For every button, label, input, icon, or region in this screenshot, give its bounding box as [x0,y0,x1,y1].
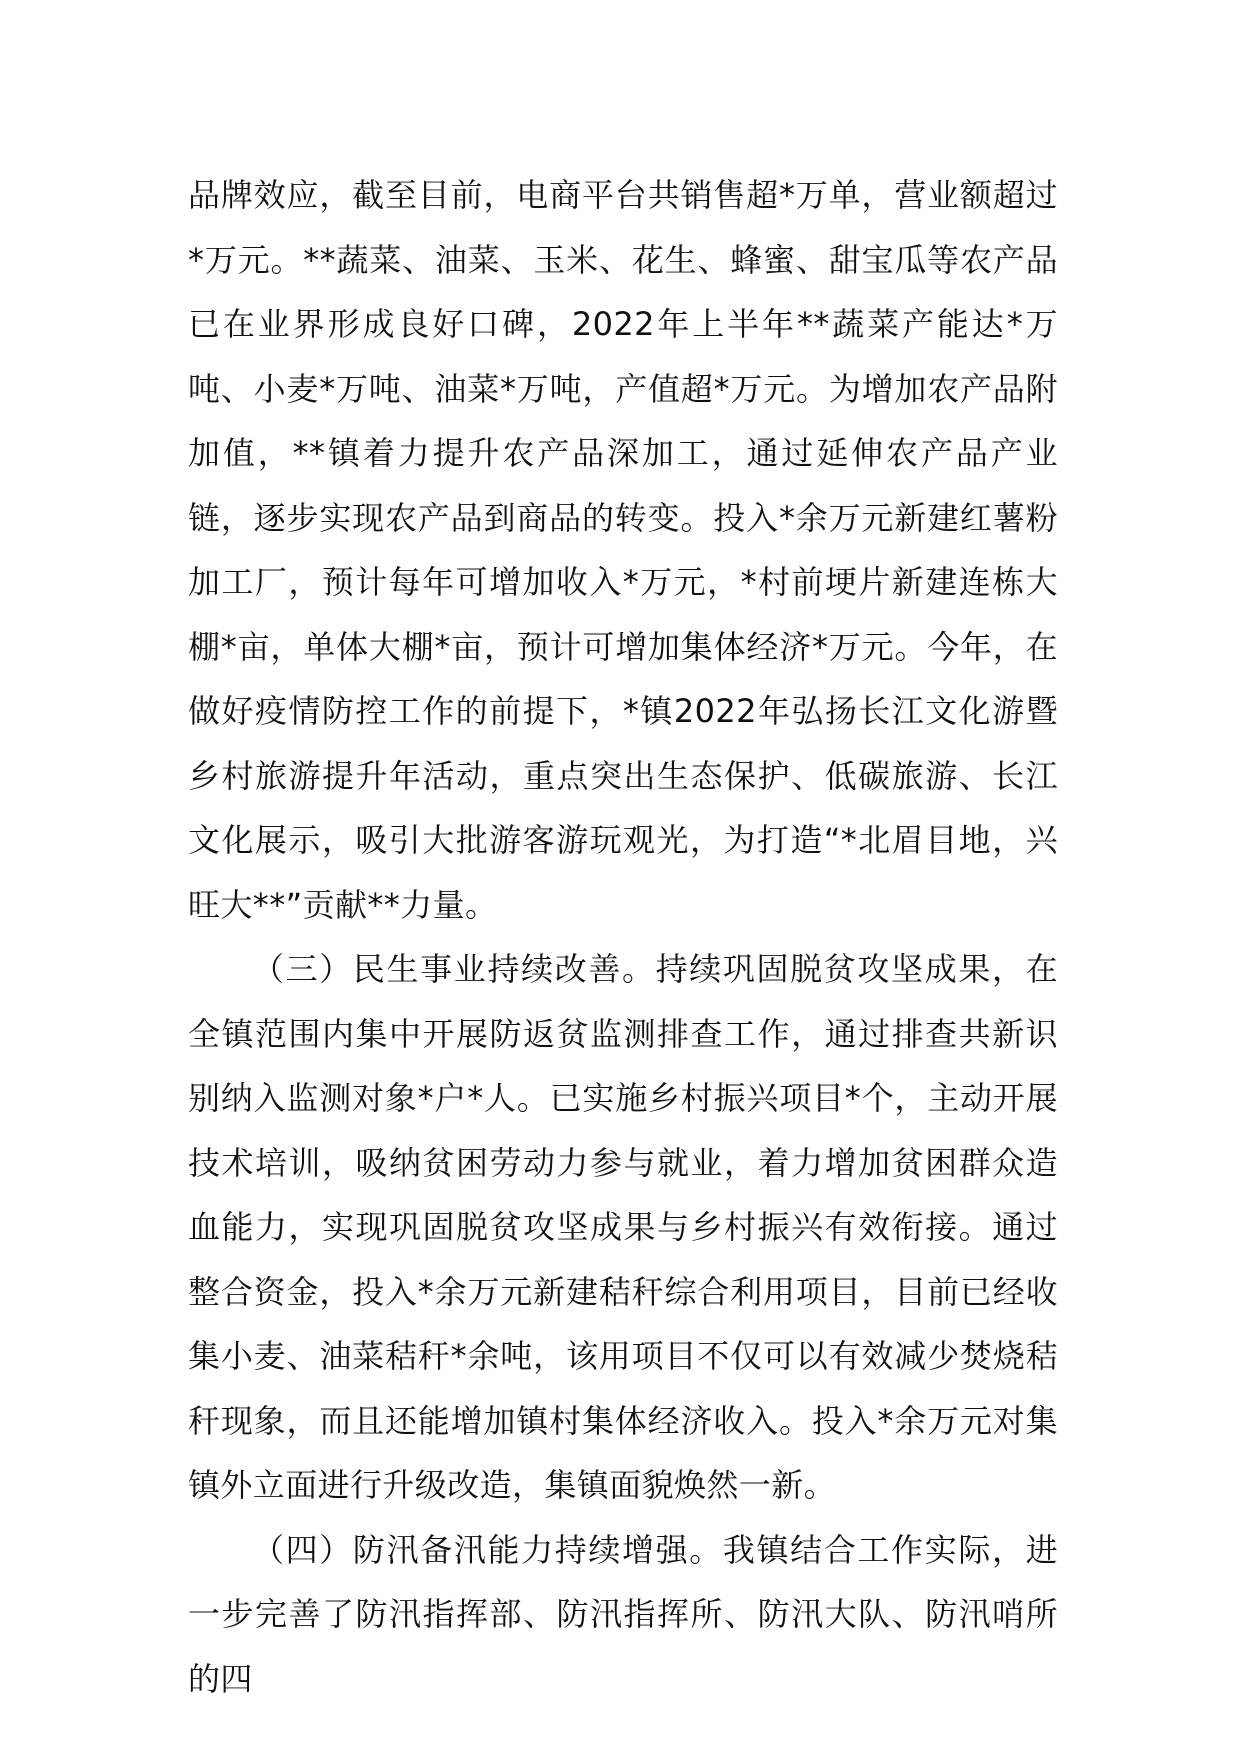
paragraph-section-4: （四）防汛备汛能力持续增强。我镇结合工作实际，进一步完善了防汛指挥部、防汛指挥所、防汛大队、防汛哨所的四 [188,1530,1058,1698]
document-body [188,163,1058,1711]
paragraph-section-3: （三）民生事业持续改善。持续巩固脱贫攻坚成果，在全镇范围内集中开展防返贫监测排查工作，通过排查共新识别纳入监测对象*户*人。已实施乡村振兴项目*个，主动开展技术培训，吸纳贫困劳动力参与就业，着力增加贫困群众造血能力，实现巩固脱贫攻坚成果与乡村振兴有效衔接。通过整合资金，投入*余万元新建秸秆综合利用项目，目前已经收集小麦、油菜秸秆*余吨，该用项目不仅可以有效减少焚烧秸秆现象，而且还能增加镇村集体经济收入。投入*余万元对集镇外立面进行升级改造，集镇面貌焕然一新。 [188,950,1058,1504]
paragraph-continued: 品牌效应，截至目前，电商平台共销售超*万单，营业额超过*万元。**蔬菜、油菜、玉米、花生、蜂蜜、甜宝瓜等农产品已在业界形成良好口碑，2022年上半年**蔬菜产能达*万吨、小麦*万吨、油菜*万吨，产值超*万元。为增加农产品附加值，**镇着力提升农产品深加工，通过延伸农产品产业链，逐步实现农产品到商品的转变。投入*余万元新建红薯粉加工厂，预计每年可增加收入*万元，*村前埂片新建连栋大棚*亩，单体大棚*亩，预计可增加集体经济*万元。今年，在做好疫情防控工作的前提下，*镇2022年弘扬长江文化游暨乡村旅游提升年活动，重点突出生态保护、低碳旅游、长江文化展示，吸引大批游客游玩观光，为打造“*北眉目地，兴旺大**”贡献**力量。 [188,176,1058,924]
